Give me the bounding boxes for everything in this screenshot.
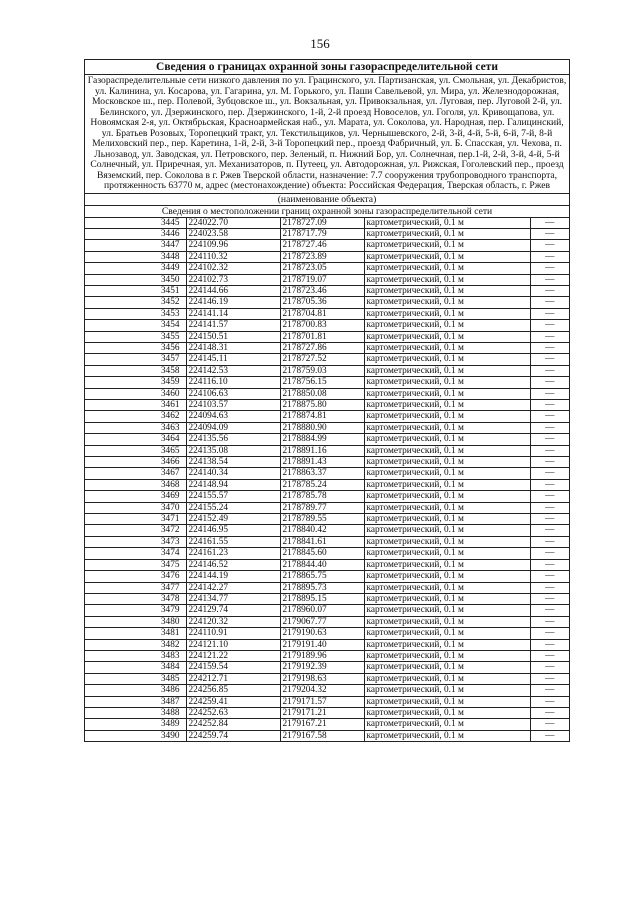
point-number: 3446 [85, 228, 186, 239]
dash-cell: — [530, 400, 569, 411]
point-number: 3490 [85, 730, 186, 741]
coordinate-x: 224106.63 [186, 388, 280, 399]
coordinate-x: 224212.71 [186, 673, 280, 684]
coordinate-y: 2178844.40 [280, 559, 364, 570]
dash-cell: — [530, 228, 569, 239]
coordinate-x: 224110.91 [186, 628, 280, 639]
table-row [85, 719, 569, 730]
point-number: 3481 [85, 628, 186, 639]
dash-cell: — [530, 491, 569, 502]
coordinate-x: 224155.57 [186, 491, 280, 502]
coordinate-x: 224094.63 [186, 411, 280, 422]
table-row [85, 388, 569, 399]
point-number: 3463 [85, 422, 186, 433]
coordinate-y: 2178891.16 [280, 445, 364, 456]
table-row [85, 434, 569, 445]
dash-cell: — [530, 285, 569, 296]
point-number: 3486 [85, 685, 186, 696]
dash-cell: — [530, 559, 569, 570]
determination-method: картометрический, 0.1 м [364, 548, 530, 559]
point-number: 3452 [85, 297, 186, 308]
point-number: 3451 [85, 285, 186, 296]
dash-cell: — [530, 673, 569, 684]
point-number: 3461 [85, 400, 186, 411]
table-row [85, 228, 569, 239]
point-number: 3482 [85, 639, 186, 650]
coordinate-x: 224135.08 [186, 445, 280, 456]
coordinate-x: 224148.31 [186, 342, 280, 353]
dash-cell: — [530, 342, 569, 353]
dash-cell: — [530, 422, 569, 433]
point-number: 3467 [85, 468, 186, 479]
point-number: 3465 [85, 445, 186, 456]
coordinate-y: 2178785.78 [280, 491, 364, 502]
point-number: 3449 [85, 263, 186, 274]
determination-method: картометрический, 0.1 м [364, 342, 530, 353]
coordinate-y: 2178960.07 [280, 605, 364, 616]
determination-method: картометрический, 0.1 м [364, 400, 530, 411]
dash-cell: — [530, 445, 569, 456]
coordinate-x: 224140.34 [186, 468, 280, 479]
point-number: 3475 [85, 559, 186, 570]
determination-method: картометрический, 0.1 м [364, 616, 530, 627]
coordinate-y: 2178727.86 [280, 342, 364, 353]
coordinate-x: 224155.24 [186, 502, 280, 513]
document-title: Сведения о границах охранной зоны газораспределительной сети [85, 60, 569, 75]
dash-cell: — [530, 308, 569, 319]
coordinate-x: 224120.32 [186, 616, 280, 627]
coordinate-y: 2178865.75 [280, 571, 364, 582]
coordinate-x: 224161.23 [186, 548, 280, 559]
table-row [85, 320, 569, 331]
table-row [85, 331, 569, 342]
coordinate-y: 2178891.43 [280, 457, 364, 468]
determination-method: картометрический, 0.1 м [364, 730, 530, 741]
determination-method: картометрический, 0.1 м [364, 308, 530, 319]
determination-method: картометрический, 0.1 м [364, 685, 530, 696]
coordinate-y: 2179198.63 [280, 673, 364, 684]
table-row [85, 730, 569, 741]
determination-method: картометрический, 0.1 м [364, 514, 530, 525]
point-number: 3450 [85, 274, 186, 285]
point-number: 3476 [85, 571, 186, 582]
determination-method: картометрический, 0.1 м [364, 628, 530, 639]
dash-cell: — [530, 320, 569, 331]
determination-method: картометрический, 0.1 м [364, 365, 530, 376]
dash-cell: — [530, 514, 569, 525]
coordinate-y: 2179067.77 [280, 616, 364, 627]
table-row [85, 365, 569, 376]
coordinate-x: 224159.54 [186, 662, 280, 673]
coordinate-y: 2178785.24 [280, 479, 364, 490]
point-number: 3468 [85, 479, 186, 490]
point-number: 3478 [85, 593, 186, 604]
point-number: 3456 [85, 342, 186, 353]
coordinate-x: 224110.32 [186, 251, 280, 262]
table-row [85, 479, 569, 490]
point-number: 3454 [85, 320, 186, 331]
table-row [85, 240, 569, 251]
point-number: 3474 [85, 548, 186, 559]
dash-cell: — [530, 650, 569, 661]
dash-cell: — [530, 548, 569, 559]
determination-method: картометрический, 0.1 м [364, 673, 530, 684]
coordinate-y: 2179189.96 [280, 650, 364, 661]
coordinate-x: 224121.22 [186, 650, 280, 661]
coordinate-x: 224141.57 [186, 320, 280, 331]
point-number: 3462 [85, 411, 186, 422]
point-number: 3473 [85, 536, 186, 547]
coordinate-x: 224252.84 [186, 719, 280, 730]
dash-cell: — [530, 628, 569, 639]
table-row [85, 422, 569, 433]
point-number: 3472 [85, 525, 186, 536]
table-row [85, 491, 569, 502]
determination-method: картометрический, 0.1 м [364, 559, 530, 570]
coordinate-y: 2178700.83 [280, 320, 364, 331]
table-row [85, 354, 569, 365]
determination-method: картометрический, 0.1 м [364, 218, 530, 229]
dash-cell: — [530, 662, 569, 673]
coordinate-x: 224094.09 [186, 422, 280, 433]
coordinate-y: 2178719.07 [280, 274, 364, 285]
table-row [85, 218, 569, 229]
coordinate-y: 2179167.58 [280, 730, 364, 741]
point-number: 3484 [85, 662, 186, 673]
point-number: 3455 [85, 331, 186, 342]
coordinate-x: 224129.74 [186, 605, 280, 616]
coordinate-y: 2178723.05 [280, 263, 364, 274]
page-number: 156 [310, 36, 330, 51]
determination-method: картометрический, 0.1 м [364, 388, 530, 399]
point-number: 3466 [85, 457, 186, 468]
coordinate-x: 224121.10 [186, 639, 280, 650]
determination-method: картометрический, 0.1 м [364, 639, 530, 650]
section-title: Сведения о местоположении границ охранной зоны газораспределительной сети [85, 206, 569, 218]
dash-cell: — [530, 388, 569, 399]
table-row [85, 605, 569, 616]
coordinate-x: 224144.66 [186, 285, 280, 296]
coordinate-x: 224138.54 [186, 457, 280, 468]
coordinate-x: 224135.56 [186, 434, 280, 445]
determination-method: картометрический, 0.1 м [364, 707, 530, 718]
determination-method: картометрический, 0.1 м [364, 536, 530, 547]
table-row [85, 502, 569, 513]
determination-method: картометрический, 0.1 м [364, 251, 530, 262]
coordinate-x: 224141.14 [186, 308, 280, 319]
table-row [85, 696, 569, 707]
determination-method: картометрический, 0.1 м [364, 320, 530, 331]
determination-method: картометрический, 0.1 м [364, 240, 530, 251]
point-number: 3489 [85, 719, 186, 730]
dash-cell: — [530, 377, 569, 388]
table-row [85, 628, 569, 639]
determination-method: картометрический, 0.1 м [364, 377, 530, 388]
coordinate-x: 224116.10 [186, 377, 280, 388]
determination-method: картометрический, 0.1 м [364, 285, 530, 296]
table-row [85, 559, 569, 570]
determination-method: картометрический, 0.1 м [364, 696, 530, 707]
coordinate-x: 224144.19 [186, 571, 280, 582]
dash-cell: — [530, 434, 569, 445]
table-row [85, 536, 569, 547]
table-row [85, 673, 569, 684]
table-row [85, 377, 569, 388]
coordinate-x: 224256.85 [186, 685, 280, 696]
dash-cell: — [530, 251, 569, 262]
coordinate-y: 2178727.09 [280, 218, 364, 229]
coordinate-y: 2178789.55 [280, 514, 364, 525]
coordinate-y: 2178880.90 [280, 422, 364, 433]
object-description: Газораспределительные сети низкого давления по ул. Грацинского, ул. Партизанская, ул. Смольная, ул. Декабристов, ул. Калинина, ул. Косарова, ул. Гагарина, ул. М. Горького, ул. Паши Савельевой, ул. Мира, ул. Железнодорожная, Московское ш., пер. Полевой, Зубцовское ш., ул. Вокзальная, ул. Привокзальная, ул. Луговая, пер. Луговой 2-й, ул. Белинского, ул. Дзержинского, пер. Дзержинского, 1-й, 2-й проезд Новоселов, ул. Гоголя, ул. Кривощапова, ул. Новоямская 2-я, ул. Октябрьская, Красноармейская наб., ул. Марата, ул. Соколова, ул. Народная, пер. Галицинский, ул. Братьев Розовых, Торопецкий тракт, ул. Текстильщиков, ул. Чернышевского, 2-й, 3-й, 4-й, 5-й, 6-й, 7-й, 8-й Мелиховский пер., пер. Каретина, 1-й, 2-й, 3-й Торопецкий пер., проезд Фабричный, ул. Б. Спасская, ул. Чехова, п. Льнозавод, ул. Заводская, ул. Петровского, пер. Зеленый, п. Нижний Бор, ул. Солнечная, пер.1-й, 2-й, 3-й, 4-й, 5-й Солнечный, ул. Приречная, ул. Механизаторов, п. Путеец, ул. Автодорожная, ул. Рижская, Гоголевский пер., проезд Вяземский, пер. Соколова в г. Ржев Тверской области, назначение: 7.7 сооружения трубопроводного транспорта, протяженность 63770 м, адрес (местонахождение) объекта: Российская Федерация, Тверская область, г. Ржев [85, 75, 569, 194]
coordinate-y: 2178717.79 [280, 228, 364, 239]
table-row [85, 263, 569, 274]
coordinate-y: 2178789.77 [280, 502, 364, 513]
point-number: 3458 [85, 365, 186, 376]
table-row [85, 297, 569, 308]
coordinate-x: 224102.73 [186, 274, 280, 285]
coordinate-y: 2178895.73 [280, 582, 364, 593]
dash-cell: — [530, 263, 569, 274]
point-number: 3477 [85, 582, 186, 593]
dash-cell: — [530, 297, 569, 308]
coordinate-x: 224103.57 [186, 400, 280, 411]
determination-method: картометрический, 0.1 м [364, 662, 530, 673]
dash-cell: — [530, 502, 569, 513]
coordinate-y: 2179171.21 [280, 707, 364, 718]
determination-method: картометрический, 0.1 м [364, 411, 530, 422]
dash-cell: — [530, 639, 569, 650]
coordinate-x: 224148.94 [186, 479, 280, 490]
dash-cell: — [530, 571, 569, 582]
determination-method: картометрический, 0.1 м [364, 468, 530, 479]
dash-cell: — [530, 354, 569, 365]
determination-method: картометрический, 0.1 м [364, 571, 530, 582]
coordinate-y: 2178727.52 [280, 354, 364, 365]
coordinate-y: 2179190.63 [280, 628, 364, 639]
table-row [85, 639, 569, 650]
dash-cell: — [530, 411, 569, 422]
determination-method: картометрический, 0.1 м [364, 422, 530, 433]
determination-method: картометрический, 0.1 м [364, 445, 530, 456]
dash-cell: — [530, 730, 569, 741]
point-number: 3479 [85, 605, 186, 616]
dash-cell: — [530, 240, 569, 251]
table-row [85, 525, 569, 536]
coordinate-y: 2178840.42 [280, 525, 364, 536]
table-row [85, 662, 569, 673]
table-row [85, 571, 569, 582]
coordinate-x: 224146.52 [186, 559, 280, 570]
coordinate-y: 2178875.80 [280, 400, 364, 411]
dash-cell: — [530, 274, 569, 285]
point-number: 3448 [85, 251, 186, 262]
coordinate-x: 224146.95 [186, 525, 280, 536]
coordinate-y: 2178723.46 [280, 285, 364, 296]
coordinate-y: 2178850.08 [280, 388, 364, 399]
dash-cell: — [530, 719, 569, 730]
point-number: 3483 [85, 650, 186, 661]
coordinate-x: 224145.11 [186, 354, 280, 365]
table-row [85, 685, 569, 696]
point-number: 3487 [85, 696, 186, 707]
coordinate-y: 2178841.61 [280, 536, 364, 547]
coordinate-x: 224259.41 [186, 696, 280, 707]
determination-method: картометрический, 0.1 м [364, 331, 530, 342]
table-row [85, 514, 569, 525]
determination-method: картометрический, 0.1 м [364, 297, 530, 308]
point-number: 3470 [85, 502, 186, 513]
coordinate-x: 224023.58 [186, 228, 280, 239]
table-row [85, 445, 569, 456]
point-number: 3457 [85, 354, 186, 365]
determination-method: картометрический, 0.1 м [364, 719, 530, 730]
coordinate-x: 224022.70 [186, 218, 280, 229]
coordinate-y: 2178759.03 [280, 365, 364, 376]
boundary-info-sheet [84, 59, 570, 742]
table-row [85, 593, 569, 604]
point-number: 3445 [85, 218, 186, 229]
determination-method: картометрический, 0.1 м [364, 491, 530, 502]
table-row [85, 411, 569, 422]
coordinate-y: 2178895.15 [280, 593, 364, 604]
point-number: 3485 [85, 673, 186, 684]
table-row [85, 308, 569, 319]
determination-method: картометрический, 0.1 м [364, 525, 530, 536]
table-row [85, 251, 569, 262]
dash-cell: — [530, 331, 569, 342]
determination-method: картометрический, 0.1 м [364, 274, 530, 285]
determination-method: картометрический, 0.1 м [364, 457, 530, 468]
coordinate-y: 2178884.99 [280, 434, 364, 445]
coordinate-y: 2178874.81 [280, 411, 364, 422]
point-number: 3480 [85, 616, 186, 627]
determination-method: картометрический, 0.1 м [364, 502, 530, 513]
determination-method: картометрический, 0.1 м [364, 354, 530, 365]
table-row [85, 342, 569, 353]
coordinate-x: 224150.51 [186, 331, 280, 342]
point-number: 3471 [85, 514, 186, 525]
table-row [85, 468, 569, 479]
coordinate-x: 224142.27 [186, 582, 280, 593]
dash-cell: — [530, 685, 569, 696]
dash-cell: — [530, 457, 569, 468]
dash-cell: — [530, 616, 569, 627]
determination-method: картометрический, 0.1 м [364, 650, 530, 661]
determination-method: картометрический, 0.1 м [364, 605, 530, 616]
coordinate-y: 2178723.89 [280, 251, 364, 262]
dash-cell: — [530, 479, 569, 490]
coordinate-x: 224102.32 [186, 263, 280, 274]
point-number: 3447 [85, 240, 186, 251]
coordinate-y: 2178756.15 [280, 377, 364, 388]
dash-cell: — [530, 218, 569, 229]
table-row [85, 400, 569, 411]
dash-cell: — [530, 582, 569, 593]
coordinate-y: 2178863.37 [280, 468, 364, 479]
dash-cell: — [530, 525, 569, 536]
point-number: 3464 [85, 434, 186, 445]
dash-cell: — [530, 536, 569, 547]
coordinate-x: 224134.77 [186, 593, 280, 604]
determination-method: картометрический, 0.1 м [364, 593, 530, 604]
dash-cell: — [530, 696, 569, 707]
coordinate-y: 2179191.40 [280, 639, 364, 650]
determination-method: картометрический, 0.1 м [364, 479, 530, 490]
coordinates-table [85, 218, 569, 742]
point-number: 3469 [85, 491, 186, 502]
coordinate-x: 224142.53 [186, 365, 280, 376]
coordinate-y: 2178845.60 [280, 548, 364, 559]
coordinate-x: 224109.96 [186, 240, 280, 251]
coordinate-x: 224146.19 [186, 297, 280, 308]
determination-method: картометрический, 0.1 м [364, 582, 530, 593]
coordinate-x: 224252.63 [186, 707, 280, 718]
dash-cell: — [530, 593, 569, 604]
table-row [85, 548, 569, 559]
coordinate-y: 2179192.39 [280, 662, 364, 673]
coordinate-y: 2179167.21 [280, 719, 364, 730]
coordinate-x: 224259.74 [186, 730, 280, 741]
coordinate-x: 224161.55 [186, 536, 280, 547]
table-row [85, 582, 569, 593]
coordinate-x: 224152.49 [186, 514, 280, 525]
coordinate-y: 2178704.81 [280, 308, 364, 319]
coordinate-y: 2178705.36 [280, 297, 364, 308]
object-name-caption: (наименование объекта) [85, 194, 569, 206]
point-number: 3459 [85, 377, 186, 388]
table-row [85, 274, 569, 285]
determination-method: картометрический, 0.1 м [364, 434, 530, 445]
table-row [85, 707, 569, 718]
table-row [85, 285, 569, 296]
dash-cell: — [530, 468, 569, 479]
coordinate-y: 2179171.57 [280, 696, 364, 707]
coordinate-y: 2178701.81 [280, 331, 364, 342]
table-row [85, 457, 569, 468]
table-row [85, 650, 569, 661]
determination-method: картометрический, 0.1 м [364, 263, 530, 274]
dash-cell: — [530, 707, 569, 718]
table-row [85, 616, 569, 627]
dash-cell: — [530, 605, 569, 616]
point-number: 3460 [85, 388, 186, 399]
coordinate-y: 2179204.32 [280, 685, 364, 696]
point-number: 3488 [85, 707, 186, 718]
point-number: 3453 [85, 308, 186, 319]
determination-method: картометрический, 0.1 м [364, 228, 530, 239]
dash-cell: — [530, 365, 569, 376]
coordinate-y: 2178727.46 [280, 240, 364, 251]
